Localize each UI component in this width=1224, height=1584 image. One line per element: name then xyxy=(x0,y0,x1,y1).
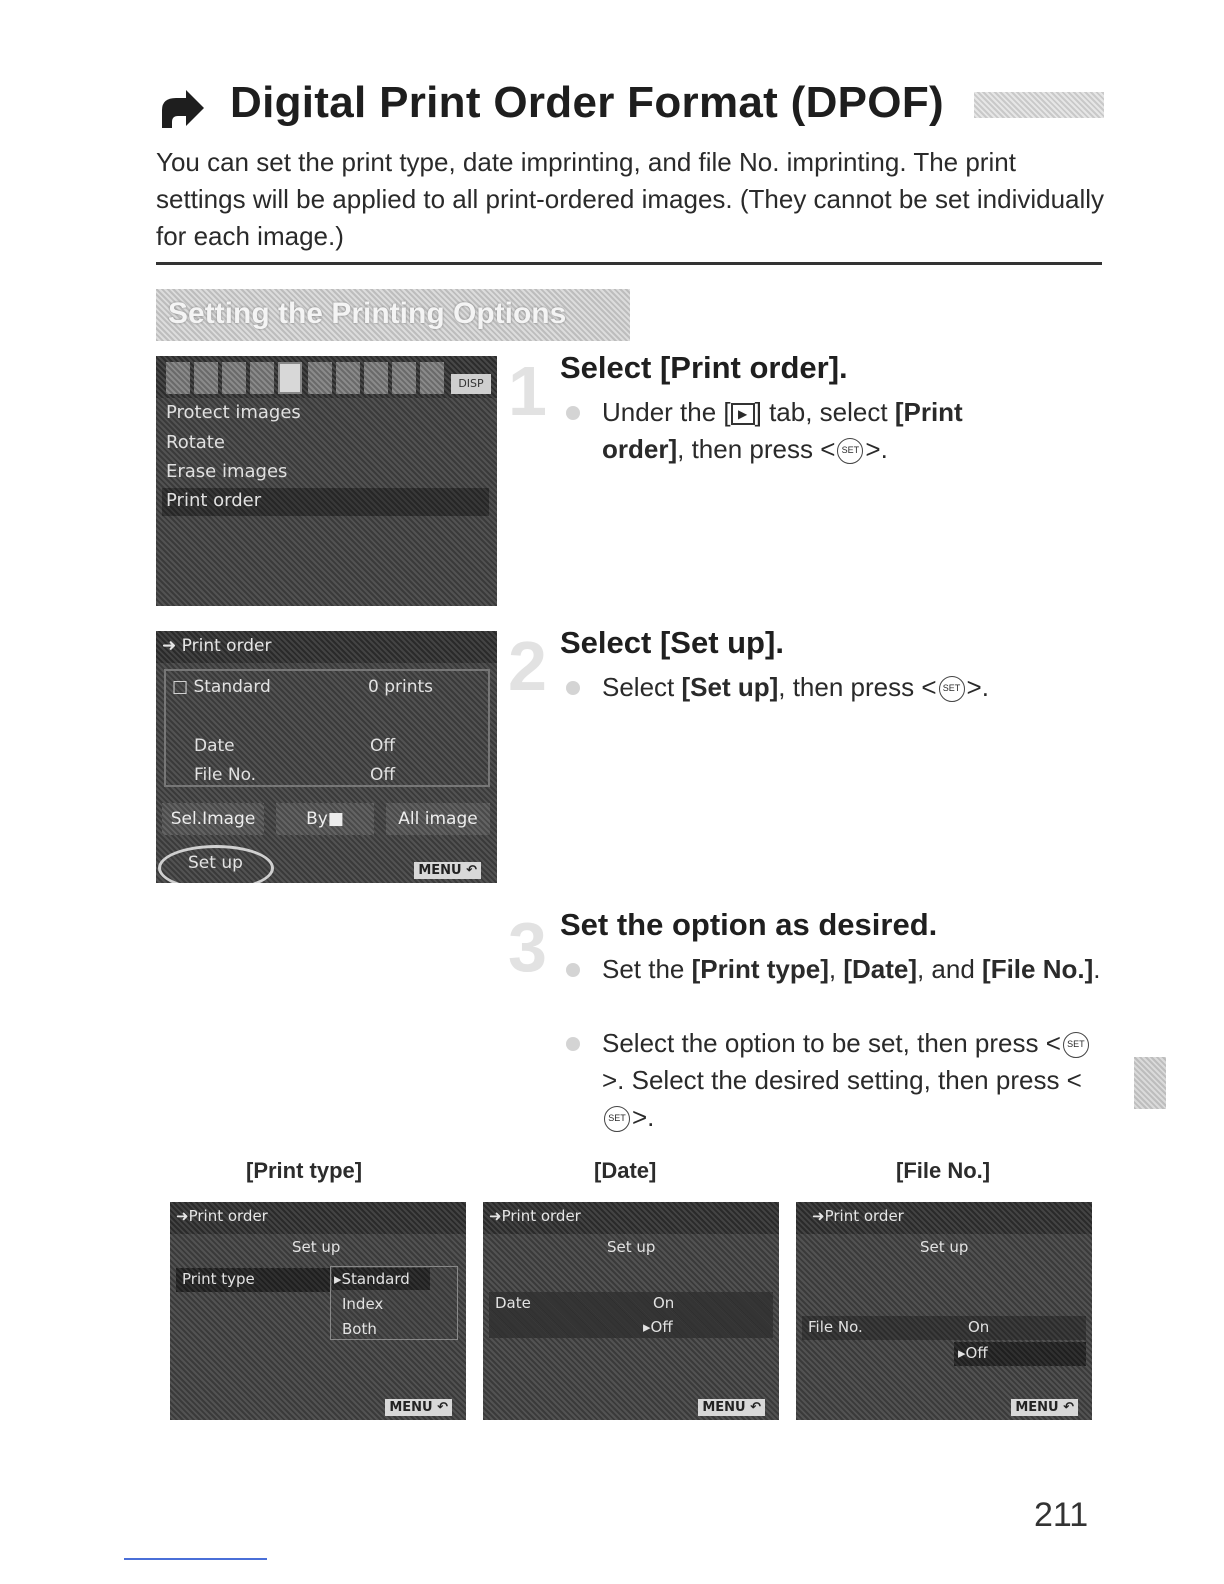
screen-title xyxy=(156,631,497,663)
label-highlight xyxy=(489,1292,773,1338)
text: , then press < xyxy=(778,672,937,702)
print-type-screen xyxy=(170,1202,466,1420)
highlight-oval xyxy=(158,845,274,883)
print-type-label: Print type xyxy=(182,1270,255,1288)
menu-tab xyxy=(336,362,360,394)
screen-title-text: Print order xyxy=(181,636,272,656)
set-button-icon: SET xyxy=(837,438,863,464)
page-title-row xyxy=(156,78,1106,138)
divider xyxy=(156,262,1102,265)
screen-title: ➜Print order xyxy=(170,1202,466,1234)
screen-title: ➜Print order xyxy=(796,1202,1092,1234)
screen-title-text: Print order xyxy=(188,1207,268,1225)
step-instruction xyxy=(602,1025,1102,1136)
text: >. xyxy=(632,1102,655,1132)
playback-tab-icon: ▶ xyxy=(731,403,755,425)
by-text: By xyxy=(306,809,328,829)
menu-text: MENU xyxy=(389,1400,433,1415)
prints-count: 0 prints xyxy=(368,677,434,697)
step-number: 2 xyxy=(508,627,547,705)
playback-tab xyxy=(278,362,302,394)
step-title: Select [Set up]. xyxy=(560,625,784,660)
section-heading: Setting the Printing Options xyxy=(156,289,630,341)
all-image-button: All image xyxy=(386,803,490,835)
standard-text: Standard xyxy=(193,677,271,697)
bold-text: [Print type] xyxy=(691,954,829,984)
option-selected: ▸Standard xyxy=(334,1270,410,1288)
menu-item: Erase images xyxy=(166,461,288,482)
text: . xyxy=(1093,954,1101,984)
option-text: Standard xyxy=(341,1270,410,1288)
screen-subtitle: Set up xyxy=(920,1238,969,1256)
caption-date: [Date] xyxy=(594,1158,657,1183)
menu-tab xyxy=(194,362,218,394)
menu-item-selected: Print order xyxy=(166,490,262,511)
step-number: 3 xyxy=(508,908,547,986)
disp-badge: DISP xyxy=(451,374,491,394)
text: Select the option to be set, then press < xyxy=(602,1028,1061,1058)
menu-tab xyxy=(364,362,388,394)
print-order-icon xyxy=(156,84,212,134)
print-order-icon: ➜ xyxy=(162,636,177,656)
text: ] tab, select xyxy=(754,397,895,427)
text: >. xyxy=(865,434,888,464)
step-title: Set the option as desired. xyxy=(560,907,938,942)
caption-file-no: [File No.] xyxy=(896,1158,991,1183)
text: >. xyxy=(966,672,989,702)
bold-text: [Date] xyxy=(843,954,917,984)
menu-item: Rotate xyxy=(166,432,225,453)
option: On xyxy=(653,1294,675,1312)
menu-return-icon: MENU ↶ xyxy=(414,862,481,879)
step-instruction xyxy=(602,394,1042,468)
option: Both xyxy=(342,1320,377,1338)
menu-screen-1 xyxy=(156,356,497,606)
screen-subtitle: Set up xyxy=(607,1238,656,1256)
option-selected: ▸Off xyxy=(643,1318,673,1336)
by-folder-button: By■ xyxy=(276,803,374,835)
sel-image-button: Sel.Image xyxy=(162,803,264,835)
text: , xyxy=(828,954,844,984)
date-screen xyxy=(483,1202,779,1420)
title-decoration xyxy=(974,92,1104,118)
bullet-icon xyxy=(566,1037,580,1051)
screen-subtitle: Set up xyxy=(292,1238,341,1256)
menu-tab xyxy=(308,362,332,394)
set-button-icon: SET xyxy=(604,1106,630,1132)
text: , then press < xyxy=(677,434,836,464)
file-no-label: File No. xyxy=(194,765,257,785)
menu-return-icon: MENU ↶ xyxy=(698,1399,765,1416)
print-order-screen xyxy=(156,631,497,883)
file-no-value: Off xyxy=(370,765,396,785)
menu-tab xyxy=(222,362,246,394)
text: >. Select the desired setting, then press < xyxy=(602,1065,1082,1095)
option-text: Off xyxy=(650,1318,673,1336)
menu-tab xyxy=(420,362,444,394)
step-title: Select [Print order]. xyxy=(560,350,848,385)
option-text: Off xyxy=(965,1344,988,1362)
menu-tab xyxy=(250,362,274,394)
option: On xyxy=(968,1318,990,1336)
bold-text: [File No.] xyxy=(982,954,1094,984)
menu-text: MENU xyxy=(1015,1400,1059,1415)
text: Set the xyxy=(602,954,692,984)
date-value: Off xyxy=(370,736,396,756)
option: Index xyxy=(342,1295,384,1313)
file-no-screen xyxy=(796,1202,1092,1420)
set-up-button: Set up xyxy=(188,853,243,873)
date-label: Date xyxy=(194,736,235,756)
menu-item: Protect images xyxy=(166,402,301,423)
bullet-icon xyxy=(566,681,580,695)
date-label: Date xyxy=(495,1294,531,1312)
footer-rule xyxy=(124,1558,267,1560)
menu-return-icon: MENU ↶ xyxy=(1011,1399,1078,1416)
page-title: Digital Print Order Format (DPOF) xyxy=(230,78,944,127)
text: Select xyxy=(602,672,682,702)
bold-text: [Set up] xyxy=(681,672,779,702)
screen-title: ➜Print order xyxy=(483,1202,779,1234)
menu-return-icon: MENU ↶ xyxy=(385,1399,452,1416)
standard-label: □ Standard xyxy=(172,677,271,697)
bold-text: [Print order] xyxy=(602,397,963,464)
bullet-icon xyxy=(566,406,580,420)
bullet-icon xyxy=(566,963,580,977)
menu-text: MENU xyxy=(702,1400,746,1415)
option-selected: ▸Off xyxy=(958,1344,988,1362)
menu-tabs xyxy=(156,356,497,398)
file-no-label: File No. xyxy=(808,1318,863,1336)
menu-text: MENU xyxy=(418,863,462,878)
step-instruction xyxy=(602,669,1082,706)
step-number: 1 xyxy=(508,352,547,430)
caption-print-type: [Print type] xyxy=(246,1158,363,1183)
step-instruction xyxy=(602,951,1102,988)
set-button-icon: SET xyxy=(939,676,965,702)
menu-tab xyxy=(392,362,416,394)
page-number: 211 xyxy=(1034,1496,1089,1534)
text: , and xyxy=(916,954,983,984)
menu-tab xyxy=(166,362,190,394)
set-button-icon: SET xyxy=(1063,1032,1089,1058)
chapter-tab xyxy=(1134,1057,1166,1109)
screen-title-text: Print order xyxy=(501,1207,581,1225)
intro-paragraph: You can set the print type, date imprinting, and file No. imprinting. The print settings will be applied to all print-ordered images. (They cannot be set individually for each image.) xyxy=(156,147,1105,251)
screen-title-text: Print order xyxy=(824,1207,904,1225)
text: Under the [ xyxy=(602,397,731,427)
